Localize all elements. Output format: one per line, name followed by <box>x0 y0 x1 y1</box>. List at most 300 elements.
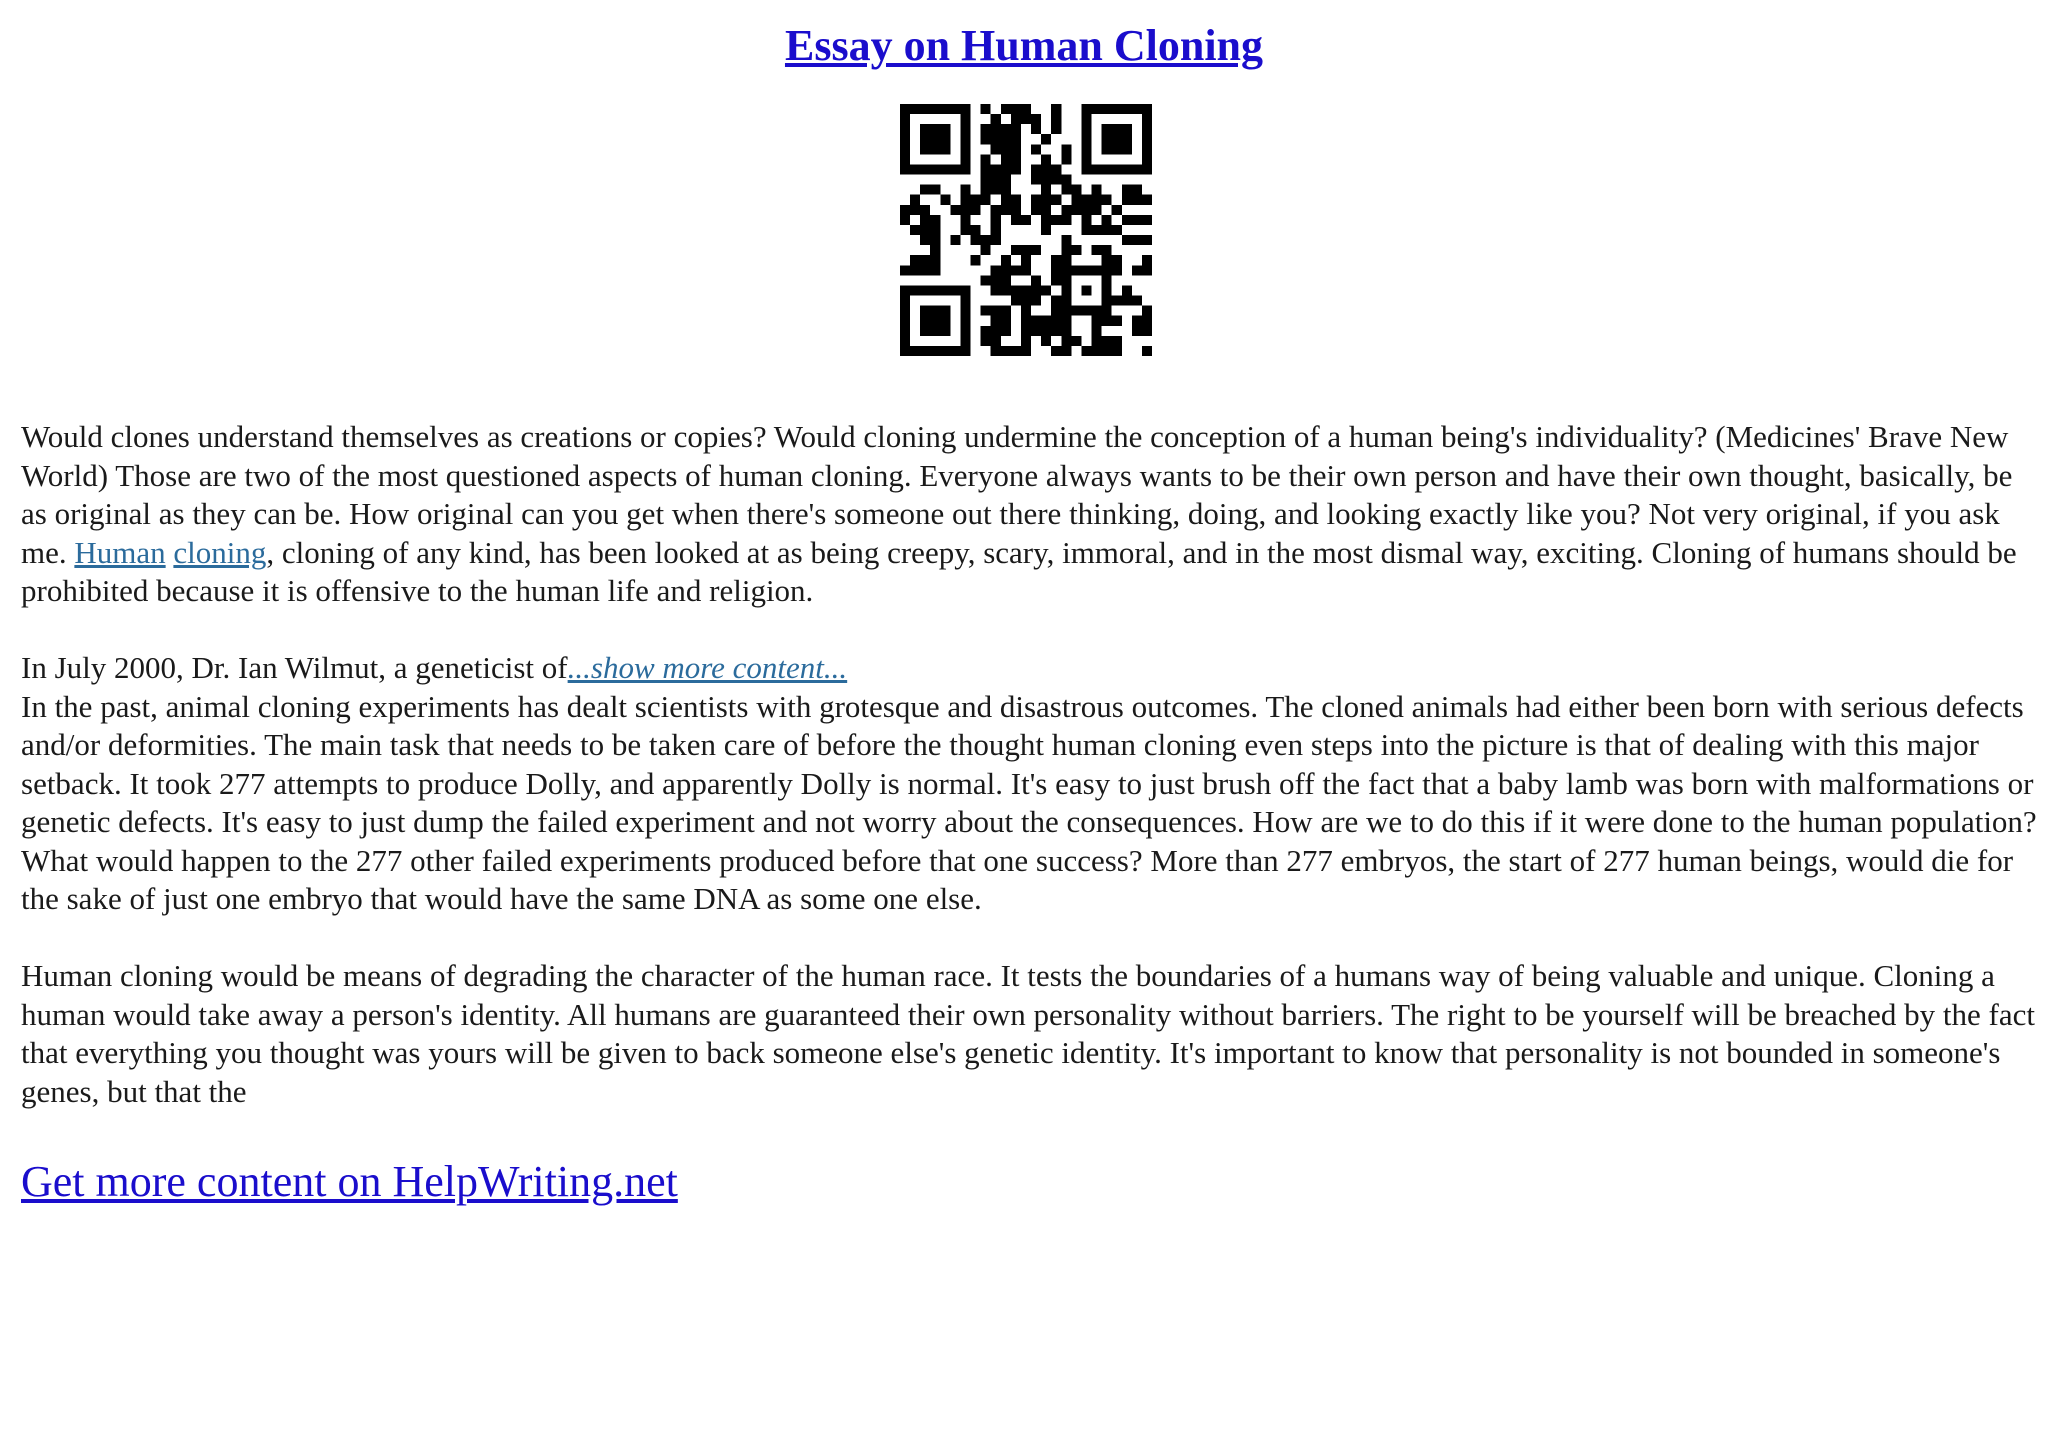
qr-module <box>1102 265 1112 275</box>
qr-module <box>1102 164 1112 174</box>
qr-module <box>930 265 940 275</box>
qr-module <box>1142 104 1152 114</box>
qr-module <box>1011 215 1021 225</box>
qr-module <box>1142 134 1152 144</box>
qr-module <box>1132 195 1142 205</box>
qr-module <box>1102 225 1112 235</box>
qr-module <box>1011 114 1021 124</box>
qr-module <box>1001 346 1011 356</box>
qr-module <box>1081 346 1091 356</box>
qr-module <box>1081 144 1091 154</box>
qr-module <box>1092 225 1102 235</box>
qr-module <box>920 134 930 144</box>
qr-module <box>940 306 950 316</box>
qr-module <box>1102 285 1112 295</box>
qr-module <box>1092 265 1102 275</box>
qr-module <box>910 205 920 215</box>
qr-module <box>991 205 1001 215</box>
qr-module <box>1051 275 1061 285</box>
qr-module <box>900 265 910 275</box>
human-link[interactable]: Human <box>74 534 166 570</box>
qr-module <box>1102 255 1112 265</box>
qr-module <box>1031 326 1041 336</box>
qr-module <box>920 215 930 225</box>
qr-module <box>1011 154 1021 164</box>
qr-module <box>960 215 970 225</box>
qr-module <box>1061 154 1071 164</box>
qr-module <box>1061 245 1071 255</box>
qr-module <box>1071 185 1081 195</box>
paragraph-animal-cloning: In the past, animal cloning experiments has dealt scientists with grotesque and disastrous outcomes. The cloned animals had either been born with serious defects and/or deformities. The main task that needs to be taken care of before the thought human cloning even steps into the picture is that of dealing with this major setback. It took 277 attempts to produce Dolly, and apparently Dolly is normal. It's easy to just brush off the fact that a baby lamb was born with malformations or genetic defects. It's easy to just dump the failed experiment and not worry about the consequences. How are we to do this if it were done to the human population? What would happen to the 277 other failed experiments produced before that one success? More than 277 embryos, the start of 277 human beings, would die for the sake of just one embryo that would have the same DNA as some one else. <box>21 688 2037 916</box>
qr-module <box>950 164 960 174</box>
qr-module <box>991 225 1001 235</box>
qr-module <box>900 124 910 134</box>
qr-module <box>1142 114 1152 124</box>
qr-module <box>930 144 940 154</box>
qr-module <box>960 124 970 134</box>
qr-module <box>930 225 940 235</box>
qr-module <box>1102 336 1112 346</box>
qr-module <box>1142 235 1152 245</box>
qr-module <box>1132 185 1142 195</box>
qr-module <box>1142 316 1152 326</box>
essay-body <box>21 418 2041 1111</box>
paragraph-intro-text-b: , cloning of any kind, has been looked at as being creepy, scary, immoral, and in the most dismal way, exciting. Cloning of humans should be prohibited because it is offensive to the human life and religion. <box>21 534 2017 608</box>
qr-module <box>1081 205 1091 215</box>
qr-module <box>1051 306 1061 316</box>
qr-module <box>1122 296 1132 306</box>
qr-module <box>910 346 920 356</box>
qr-module <box>1021 104 1031 114</box>
qr-module <box>981 175 991 185</box>
qr-module <box>1031 275 1041 285</box>
qr-module <box>1031 205 1041 215</box>
qr-module <box>940 134 950 144</box>
qr-module <box>950 285 960 295</box>
qr-module <box>1051 265 1061 275</box>
qr-module <box>1071 195 1081 205</box>
qr-module <box>1031 316 1041 326</box>
qr-module <box>1122 235 1132 245</box>
qr-module <box>981 124 991 134</box>
qr-module <box>1041 164 1051 174</box>
qr-module <box>1132 296 1142 306</box>
qr-module <box>930 104 940 114</box>
qr-module <box>940 346 950 356</box>
qr-module <box>1021 114 1031 124</box>
qr-module <box>960 296 970 306</box>
qr-module <box>1001 164 1011 174</box>
qr-module <box>1001 205 1011 215</box>
qr-module <box>1011 124 1021 134</box>
qr-module <box>1142 154 1152 164</box>
qr-module <box>1001 134 1011 144</box>
qr-module <box>920 205 930 215</box>
qr-module <box>1112 346 1122 356</box>
qr-module <box>1021 306 1031 316</box>
qr-module <box>940 104 950 114</box>
qr-module <box>900 205 910 215</box>
qr-module <box>1081 154 1091 164</box>
qr-module <box>1122 134 1132 144</box>
qr-module <box>1142 346 1152 356</box>
qr-module <box>1122 215 1132 225</box>
qr-module <box>991 265 1001 275</box>
qr-module <box>1142 306 1152 316</box>
qr-module <box>1122 195 1132 205</box>
qr-module <box>1132 326 1142 336</box>
qr-module <box>981 164 991 174</box>
qr-module <box>1092 195 1102 205</box>
qr-module <box>920 104 930 114</box>
qr-module <box>1051 326 1061 336</box>
qr-module <box>1132 215 1142 225</box>
qr-module <box>1092 326 1102 336</box>
qr-module <box>1011 205 1021 215</box>
qr-module <box>971 235 981 245</box>
qr-module <box>1071 336 1081 346</box>
qr-module <box>940 144 950 154</box>
qr-module <box>991 285 1001 295</box>
qr-module <box>960 134 970 144</box>
qr-module <box>950 235 960 245</box>
qr-module <box>1061 346 1071 356</box>
qr-module <box>1041 215 1051 225</box>
qr-module <box>981 185 991 195</box>
qr-module <box>1122 124 1132 134</box>
qr-module <box>1011 134 1021 144</box>
qr-module <box>930 346 940 356</box>
qr-module <box>920 235 930 245</box>
qr-module <box>1021 245 1031 255</box>
qr-module <box>1011 346 1021 356</box>
qr-module <box>1071 306 1081 316</box>
qr-module <box>1142 215 1152 225</box>
qr-module <box>900 215 910 225</box>
qr-module <box>1081 134 1091 144</box>
qr-module <box>930 134 940 144</box>
qr-module <box>1112 265 1122 275</box>
qr-module <box>991 326 1001 336</box>
qr-module <box>1041 185 1051 195</box>
paragraph-identity: Human cloning would be means of degrading the character of the human race. It tests the boundaries of a humans way of being valuable and unique. Cloning a human would take away a person's identity. All humans are guaranteed their own personality without barriers. The right to be yourself will be breached by the fact that everything you thought was yours will be given to back someone else's genetic identity. It's important to know that personality is not bounded in someone's genes, but that the <box>21 958 2035 1109</box>
qr-module <box>930 124 940 134</box>
qr-module <box>1112 255 1122 265</box>
qr-module <box>1092 336 1102 346</box>
qr-module <box>1041 336 1051 346</box>
qr-module <box>1142 195 1152 205</box>
qr-module <box>1132 316 1142 326</box>
qr-module <box>1081 306 1091 316</box>
qr-module <box>1112 134 1122 144</box>
qr-module <box>981 306 991 316</box>
qr-module <box>930 326 940 336</box>
qr-module <box>1001 124 1011 134</box>
qr-module <box>920 164 930 174</box>
qr-module <box>1031 296 1041 306</box>
qr-code-graphic <box>900 104 1152 356</box>
qr-module <box>971 205 981 215</box>
qr-module <box>1001 265 1011 275</box>
qr-module <box>900 164 910 174</box>
qr-module <box>1102 215 1112 225</box>
qr-module <box>930 316 940 326</box>
qr-module <box>960 336 970 346</box>
qr-module <box>1102 346 1112 356</box>
qr-module <box>930 215 940 225</box>
qr-module <box>930 164 940 174</box>
qr-module <box>1061 235 1071 245</box>
qr-module <box>991 114 1001 124</box>
qr-module <box>1001 154 1011 164</box>
qr-module <box>991 185 1001 195</box>
qr-module <box>1021 285 1031 295</box>
qr-module <box>900 104 910 114</box>
qr-module <box>1011 245 1021 255</box>
qr-module <box>1081 225 1091 235</box>
qr-module <box>1051 255 1061 265</box>
qr-module <box>1051 346 1061 356</box>
qr-module <box>1021 326 1031 336</box>
qr-module <box>1061 255 1071 265</box>
paragraph-intro-text-a: Would clones understand themselves as creations or copies? Would cloning undermine the conception of a human being's individuality? (Medicines' Brave New World) Those are two of the most questioned aspects of human cloning. Everyone always wants to be their own person and have their own thought, basically, be as original as they can be. How original can you get when there's someone out there thinking, doing, and looking exactly like you? Not very original, if you ask me. <box>21 419 2013 570</box>
qr-module <box>1092 104 1102 114</box>
qr-module <box>960 326 970 336</box>
qr-module <box>1112 225 1122 235</box>
qr-module <box>960 205 970 215</box>
qr-module <box>971 195 981 205</box>
qr-module <box>1011 265 1021 275</box>
qr-module <box>1011 285 1021 295</box>
qr-module <box>971 225 981 235</box>
qr-module <box>1092 316 1102 326</box>
qr-module <box>1001 255 1011 265</box>
qr-module <box>1001 104 1011 114</box>
qr-module <box>1031 285 1041 295</box>
qr-module <box>1051 175 1061 185</box>
qr-module <box>1011 144 1021 154</box>
qr-module <box>991 175 1001 185</box>
qr-module <box>1142 265 1152 275</box>
qr-module <box>1021 215 1031 225</box>
qr-module <box>991 306 1001 316</box>
qr-module <box>1031 124 1041 134</box>
qr-module <box>960 104 970 114</box>
qr-module <box>1011 104 1021 114</box>
qr-module <box>900 144 910 154</box>
qr-module <box>1081 104 1091 114</box>
page-title <box>0 20 2048 72</box>
qr-module <box>1001 195 1011 205</box>
qr-module <box>930 235 940 245</box>
qr-module <box>1051 195 1061 205</box>
qr-module <box>1061 185 1071 195</box>
qr-module <box>1001 175 1011 185</box>
qr-module <box>1132 164 1142 174</box>
qr-module <box>1122 104 1132 114</box>
qr-module <box>1102 245 1112 255</box>
qr-module <box>1061 275 1071 285</box>
qr-module <box>1102 296 1112 306</box>
qr-module <box>920 144 930 154</box>
qr-module <box>1142 124 1152 134</box>
qr-module <box>981 104 991 114</box>
qr-module <box>950 346 960 356</box>
qr-module <box>1001 285 1011 295</box>
qr-code-icon <box>900 104 1152 356</box>
qr-module <box>960 346 970 356</box>
qr-module <box>1102 195 1112 205</box>
qr-module <box>900 326 910 336</box>
qr-module <box>1021 346 1031 356</box>
qr-module <box>900 346 910 356</box>
qr-module <box>910 195 920 205</box>
qr-module <box>950 205 960 215</box>
qr-module <box>1092 185 1102 195</box>
qr-module <box>1041 205 1051 215</box>
qr-module <box>1142 144 1152 154</box>
qr-module <box>960 285 970 295</box>
qr-module <box>920 285 930 295</box>
qr-module <box>981 154 991 164</box>
qr-module <box>1021 265 1031 275</box>
qr-module <box>1112 296 1122 306</box>
get-more-content-link[interactable]: Get more content on HelpWriting.net <box>21 1157 678 1206</box>
qr-module <box>991 215 1001 225</box>
qr-module <box>960 185 970 195</box>
qr-module <box>991 316 1001 326</box>
qr-module <box>920 326 930 336</box>
qr-module <box>1122 285 1132 295</box>
qr-module <box>1061 326 1071 336</box>
qr-module <box>960 316 970 326</box>
qr-module <box>910 265 920 275</box>
qr-module <box>1061 144 1071 154</box>
qr-module <box>1031 114 1041 124</box>
qr-module <box>991 144 1001 154</box>
qr-module <box>1071 205 1081 215</box>
qr-module <box>900 296 910 306</box>
qr-module <box>900 316 910 326</box>
qr-module <box>1061 306 1071 316</box>
qr-module <box>991 235 1001 245</box>
qr-module <box>1081 164 1091 174</box>
qr-module <box>1041 195 1051 205</box>
qr-module <box>920 255 930 265</box>
qr-module <box>940 195 950 205</box>
qr-module <box>920 316 930 326</box>
qr-module <box>960 195 970 205</box>
qr-module <box>1051 215 1061 225</box>
qr-module <box>1051 316 1061 326</box>
qr-module <box>1031 175 1041 185</box>
qr-module <box>1041 316 1051 326</box>
qr-module <box>1102 124 1112 134</box>
qr-module <box>940 164 950 174</box>
qr-module <box>1021 255 1031 265</box>
qr-module <box>1102 134 1112 144</box>
qr-module <box>900 285 910 295</box>
qr-module <box>1041 134 1051 144</box>
show-more-link[interactable]: ...show more content... <box>567 650 848 685</box>
qr-module <box>1031 144 1041 154</box>
qr-module <box>1092 164 1102 174</box>
qr-module <box>981 195 991 205</box>
qr-module <box>991 124 1001 134</box>
qr-module <box>1011 164 1021 174</box>
qr-module <box>1102 275 1112 285</box>
qr-module <box>1071 245 1081 255</box>
title-link[interactable]: Essay on Human Cloning <box>784 21 1264 70</box>
qr-module <box>900 114 910 124</box>
qr-module <box>1051 114 1061 124</box>
qr-module <box>910 104 920 114</box>
qr-module <box>991 336 1001 346</box>
qr-module <box>1041 154 1051 164</box>
qr-module <box>1122 185 1132 195</box>
qr-module <box>1061 336 1071 346</box>
qr-module <box>1132 265 1142 275</box>
qr-module <box>1102 306 1112 316</box>
qr-module <box>991 346 1001 356</box>
qr-module <box>1061 175 1071 185</box>
qr-module <box>960 154 970 164</box>
qr-module <box>1092 306 1102 316</box>
qr-module <box>900 336 910 346</box>
qr-module <box>1092 245 1102 255</box>
qr-module <box>1112 124 1122 134</box>
qr-module <box>1021 296 1031 306</box>
qr-module <box>920 346 930 356</box>
qr-module <box>940 326 950 336</box>
qr-module <box>960 144 970 154</box>
qr-module <box>940 124 950 134</box>
qr-module <box>930 306 940 316</box>
qr-module <box>940 316 950 326</box>
qr-module <box>1031 245 1041 255</box>
qr-module <box>1011 195 1021 205</box>
qr-module <box>1081 215 1091 225</box>
qr-module <box>1112 336 1122 346</box>
qr-module <box>1061 265 1071 275</box>
qr-module <box>1011 296 1021 306</box>
qr-module <box>1142 255 1152 265</box>
qr-module <box>920 124 930 134</box>
qr-module <box>981 245 991 255</box>
qr-module <box>981 336 991 346</box>
qr-module <box>960 306 970 316</box>
qr-module <box>1051 164 1061 174</box>
qr-module <box>910 225 920 235</box>
qr-module <box>1061 296 1071 306</box>
cloning-link[interactable]: cloning <box>173 534 267 570</box>
qr-module <box>1061 205 1071 215</box>
qr-module <box>1031 164 1041 174</box>
qr-module <box>1081 124 1091 134</box>
qr-module <box>910 285 920 295</box>
qr-module <box>1081 114 1091 124</box>
qr-module <box>910 255 920 265</box>
qr-module <box>1142 326 1152 336</box>
qr-module <box>1001 326 1011 336</box>
qr-module <box>1102 144 1112 154</box>
qr-module <box>981 235 991 245</box>
qr-module <box>1041 285 1051 295</box>
qr-module <box>991 275 1001 285</box>
qr-module <box>930 245 940 255</box>
qr-module <box>1112 205 1122 215</box>
qr-module <box>1142 164 1152 174</box>
